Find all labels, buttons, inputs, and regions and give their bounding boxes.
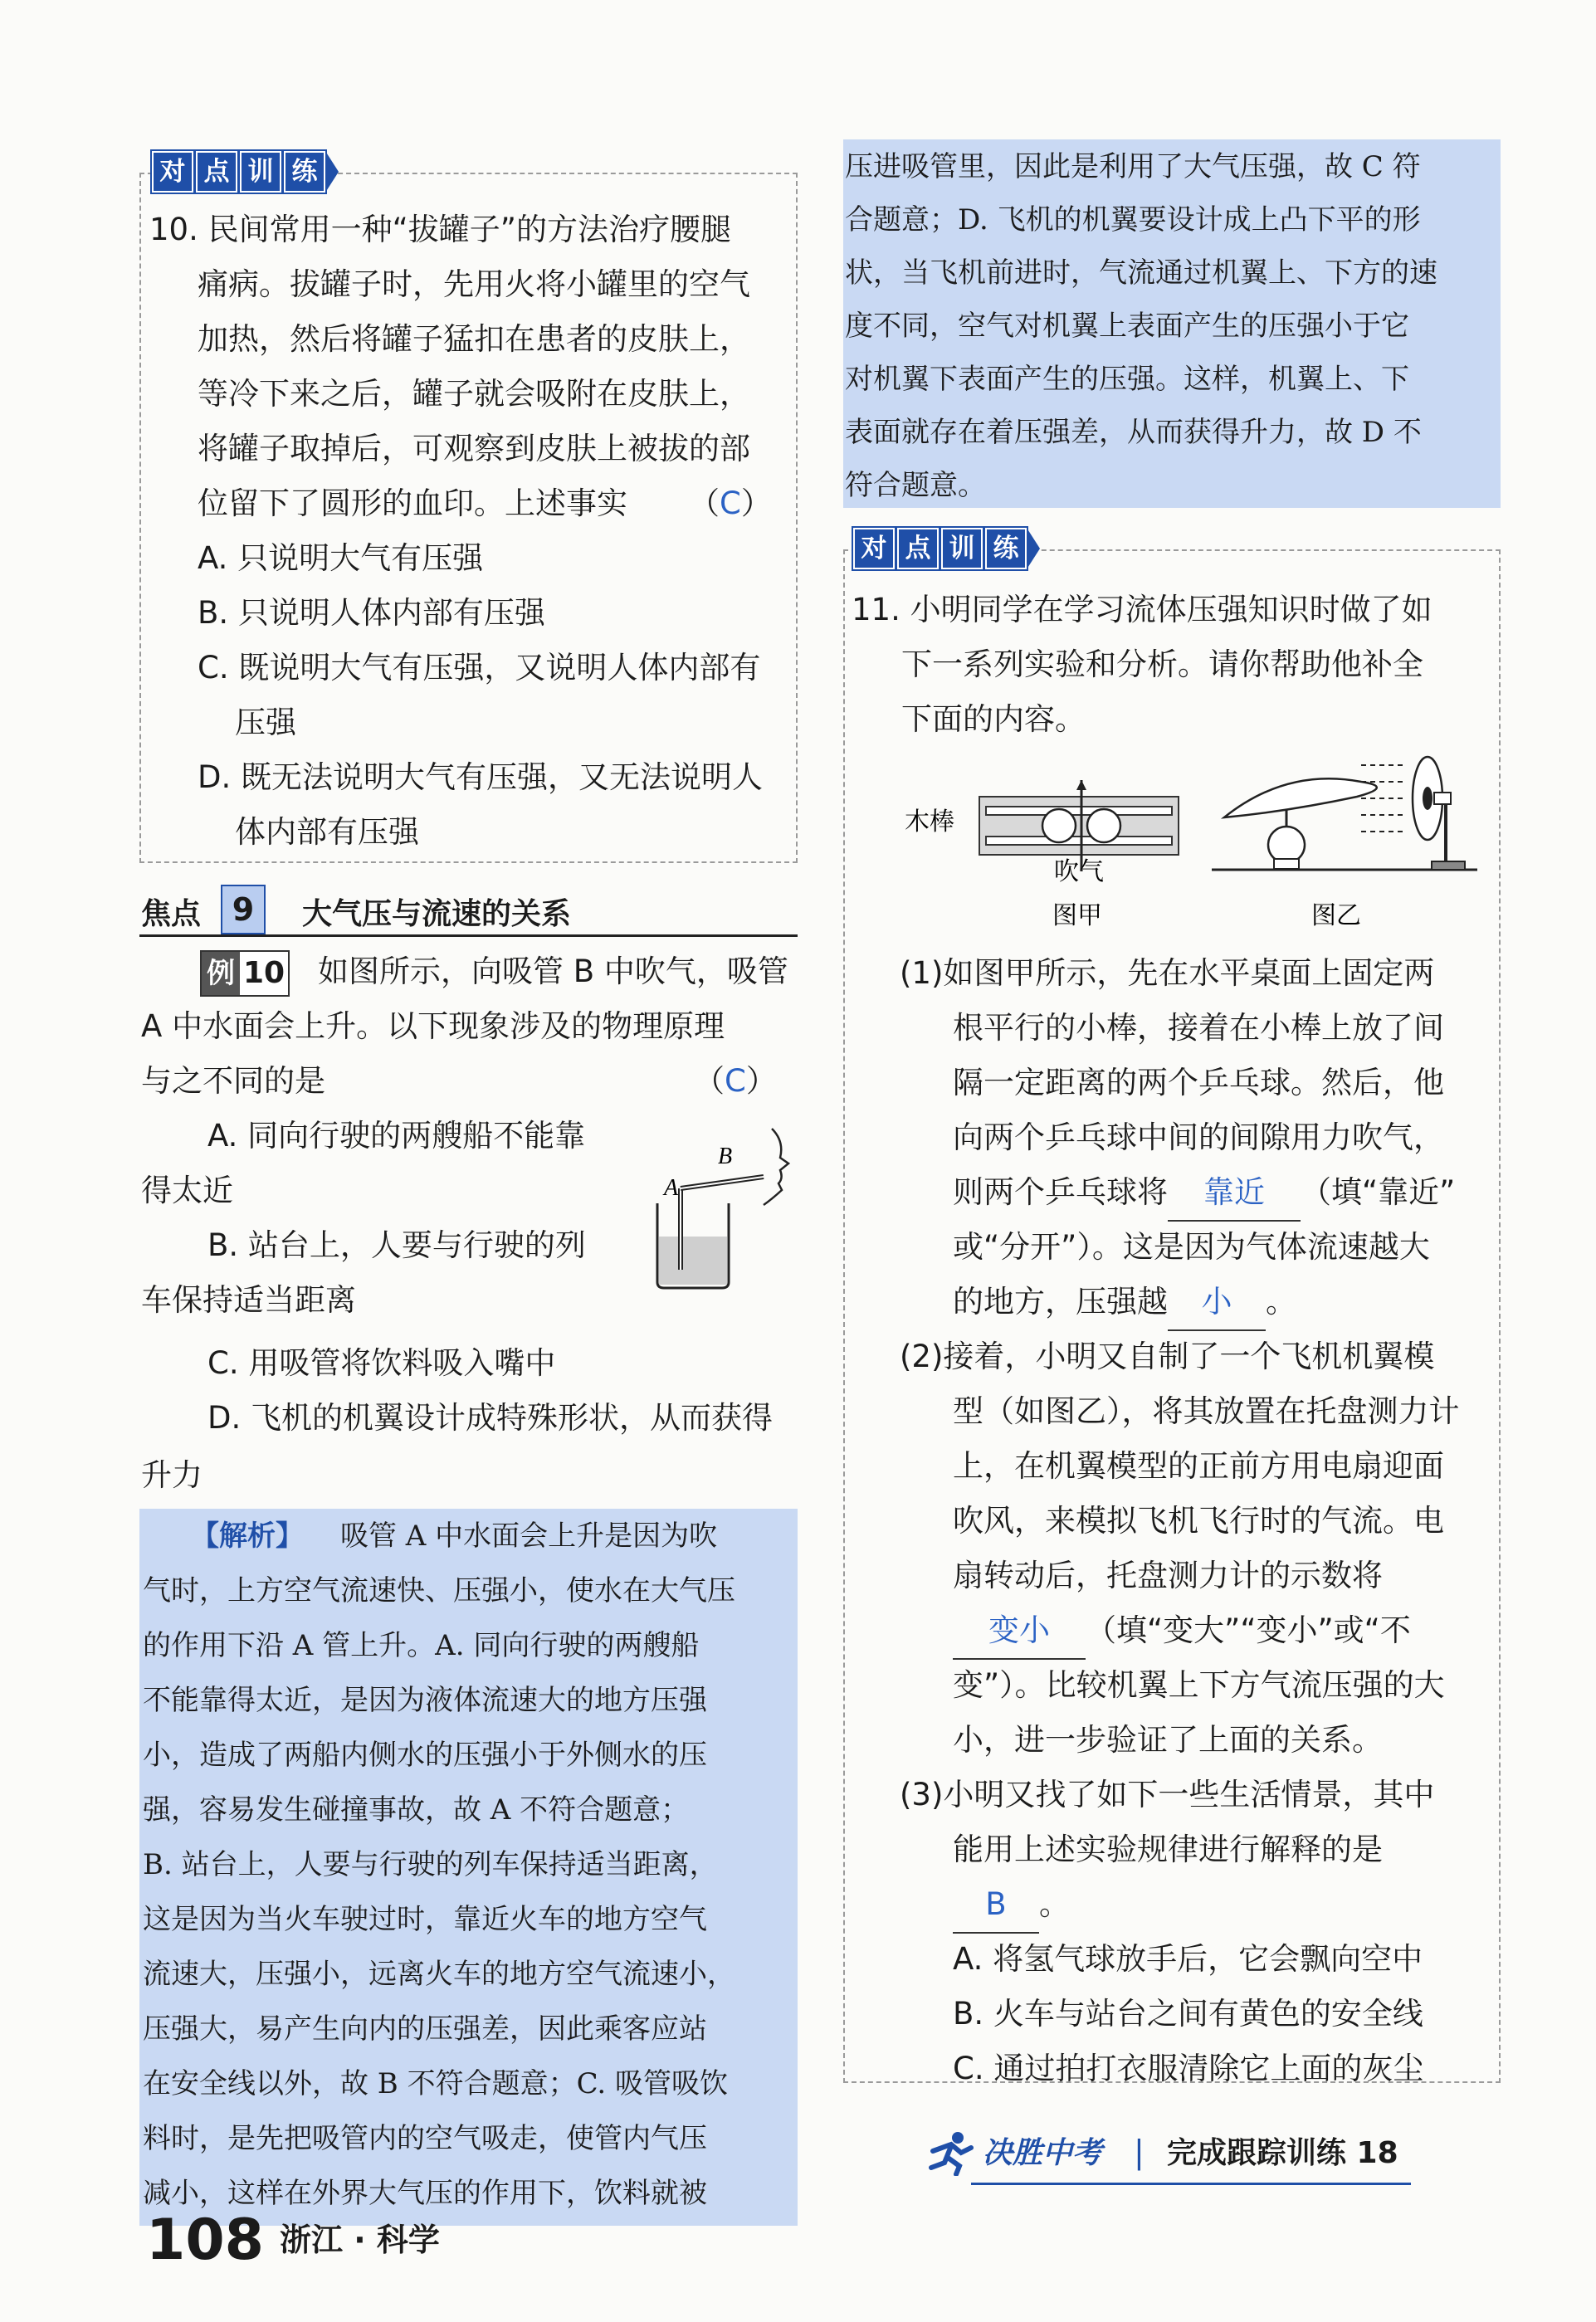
analysis-cont-line: 状，当飞机前进时，气流通过机翼上、下方的速 [845,256,1437,290]
q10-answer: （C） [689,485,772,521]
blank-answer: 靠近 [1168,1165,1301,1222]
blank-answer: 小 [1168,1275,1266,1331]
fig-blow-label: 吹气 [1054,857,1104,886]
analysis-line: 减小，这样在外界大气压的作用下，饮料就被 [143,2177,707,2210]
q11-line: 下一系列实验和分析。请你帮助他补全 [901,646,1423,682]
footer-brand: 决胜中考 [983,2136,1103,2170]
tag-arrow-icon [1027,528,1040,569]
analysis-line: 料时，是先把吸管内的空气吸走，使管内气压 [143,2122,707,2155]
q11-line: 下面的内容。 [901,701,1086,737]
section-number: 9 [221,885,266,934]
analysis-line: 不能靠得太近，是因为液体流速大的地方压强 [143,1684,707,1717]
q10-option: C. 既说明大气有压强，又说明人体内部有 [198,650,761,685]
q11-p2-line: 上，在机翼模型的正前方用电扇迎面 [953,1448,1444,1484]
ex10-answer: （C） [694,1063,777,1099]
ex10-line: A 中水面会上升。以下现象涉及的物理原理 [141,1008,725,1044]
q11-p2-line: 扇转动后，托盘测力计的示数将 [953,1558,1383,1593]
page-region: 浙江 · 科学 [280,2222,440,2258]
q11-option: A. 将氢气球放手后，它会飘向空中 [953,1941,1423,1977]
q11-p3-line: 能用上述实验规律进行解释的是 [953,1832,1383,1867]
ex10-line: 与之不同的是 [141,1063,325,1099]
q11-p2-line: 小，进一步验证了上面的关系。 [953,1722,1383,1758]
analysis-cont-line: 对机翼下表面产生的压强。这样，机翼上、下 [845,363,1409,396]
analysis-line: B. 站台上，人要与行驶的列车保持适当距离， [143,1848,718,1881]
q11-line: 11. 小明同学在学习流体压强知识时做了如 [852,592,1432,627]
analysis-cont-line: 符合题意。 [845,469,986,502]
q10-line: 10. 民间常用一种“拔罐子”的方法治疗腰腿 [149,212,731,247]
tag-char: 练 [284,151,325,193]
ex10-option: C. 用吸管将饮料吸入嘴中 [207,1345,556,1381]
tag-char: 对 [152,151,193,193]
q10-line: 等冷下来之后，罐子就会吸附在皮肤上， [198,376,750,412]
fig-b-caption: 图乙 [1311,901,1361,930]
analysis-cont-line: 度不同，空气对机翼上表面产生的压强小于它 [845,310,1409,343]
q11-p1-line: (1)如图甲所示，先在水平桌面上固定两 [900,955,1435,991]
footer-sep: | [1134,2134,1145,2170]
ex10-option: D. 飞机的机翼设计成特殊形状，从而获得 [207,1400,774,1436]
q10-line: 痛病。拔罐子时，先用火将小罐里的空气 [198,266,750,302]
q11-p1-line: 或“分开”）。这是因为气体流速越大 [953,1229,1430,1265]
analysis-cont-line: 表面就存在着压强差，从而获得升力，故 D 不 [845,416,1422,449]
q10-line: 位留下了圆形的血印。上述事实 [198,485,627,521]
experiment-figures [896,747,1502,938]
tag-char: 点 [897,528,939,569]
q11-option: B. 火车与站台之间有黄色的安全线 [953,1996,1423,2032]
blank-answer: 变小 [953,1603,1086,1660]
analysis-line: 压强大，易产生向内的压强差，因此乘客应站 [143,2012,707,2046]
q11-p2-line: (2)接着，小明又自制了一个飞机机翼模 [900,1339,1435,1374]
analysis-cont-line: 合题意；D. 飞机的机翼要设计成上凸下平的形 [845,203,1421,237]
q10-option: A. 只说明大气有压强 [198,540,484,576]
q10-line: 将罐子取掉后，可观察到皮肤上被拔的部 [198,431,750,466]
q10-option: 压强 [235,705,296,740]
ex10-option: 得太近 [141,1173,233,1208]
footer-underline [971,2183,1411,2185]
practice-tag [853,528,1040,569]
q10-option: D. 既无法说明大气有压强，又无法说明人 [198,759,764,795]
footer-next: 完成跟踪训练 18 [1167,2136,1398,2170]
blank-answer: B [953,1877,1039,1934]
analysis-cont-line: 压进吸管里，因此是利用了大气压强，故 C 符 [845,150,1421,183]
ex10-line: 如图所示，向吸管 B 中吹气，吸管 [318,954,788,989]
analysis-line: 的作用下沿 A 管上升。A. 同向行驶的两艘船 [143,1629,700,1662]
tag-char: 训 [240,151,281,193]
analysis-line: 气时，上方空气流速快、压强小，使水在大气压 [143,1574,735,1607]
tag-char: 点 [196,151,237,193]
section-label: 焦点 [141,897,202,931]
q10-option: B. 只说明人体内部有压强 [198,595,545,631]
analysis-line: 强，容易发生碰撞事故，故 A 不符合题意； [143,1793,690,1827]
q11-p1-blank-line: 的地方，压强越 小 。 [953,1275,1296,1331]
section-underline [139,934,798,937]
q11-p1-line: 隔一定距离的两个乒乓球。然后，他 [953,1065,1444,1100]
fig-a-caption: 图甲 [1052,901,1102,930]
ex10-option: B. 站台上，人要与行驶的列 [207,1227,586,1263]
q11-p1-line: 根平行的小棒，接着在小棒上放了间 [953,1010,1444,1046]
analysis-head: 【解析】 [191,1520,304,1553]
q10-option: 体内部有压强 [235,814,419,850]
q10-line: 加热，然后将罐子猛扣在患者的皮肤上， [198,321,750,357]
tag-char: 练 [985,528,1027,569]
q11-p2-line: 型（如图乙），将其放置在托盘测力计 [953,1393,1460,1429]
tag-char: 对 [853,528,895,569]
straw-beaker-figure [647,1112,805,1295]
q11-p2-line: 吹风，来模拟飞机飞行时的气流。电 [953,1503,1444,1539]
fig-stick-label: 木棒 [905,807,954,837]
q11-p1-line: 向两个乒乓球中间的间隙用力吹气， [953,1120,1444,1155]
section-title: 大气压与流速的关系 [302,897,572,931]
analysis-line: 在安全线以外，故 B 不符合题意；C. 吸管吸饮 [143,2067,729,2100]
ex10-option: 车保持适当距离 [141,1282,356,1318]
analysis-line: 小，造成了两船内侧水的压强小于外侧水的压 [143,1739,707,1772]
fig-label-a: A [664,1175,679,1201]
analysis-line: 这是因为当火车驶过时，靠近火车的地方空气 [143,1903,707,1936]
q11-p3-line: (3)小明又找了如下一些生活情景，其中 [900,1777,1435,1812]
ex10-option: 升力 [141,1457,203,1493]
analysis-line: 吸管 A 中水面会上升是因为吹 [340,1520,718,1553]
analysis-line: 流速大，压强小，远离火车的地方空气流速小， [143,1958,735,1991]
fig-label-b: B [718,1144,733,1169]
q11-p1-blank-line: 则两个乒乓球将 靠近 （填“靠近” [953,1165,1455,1222]
page-number: 108 [146,2207,264,2273]
tag-arrow-icon [325,151,339,193]
q11-p3-blank-line: B 。 [953,1877,1070,1934]
practice-tag [152,151,339,193]
tag-char: 训 [941,528,983,569]
runner-logo-icon [926,2129,976,2176]
ex10-option: A. 同向行驶的两艘船不能靠 [207,1118,586,1154]
q11-option: C. 通过拍打衣服清除它上面的灰尘 [953,2051,1424,2086]
q11-p2-blank-line: 变小 （填“变大”“变小”或“不 [953,1603,1411,1660]
example-badge: 例 10 [200,950,290,997]
q11-p2-line: 变”）。比较机翼上下方气流压强的大 [953,1667,1445,1703]
